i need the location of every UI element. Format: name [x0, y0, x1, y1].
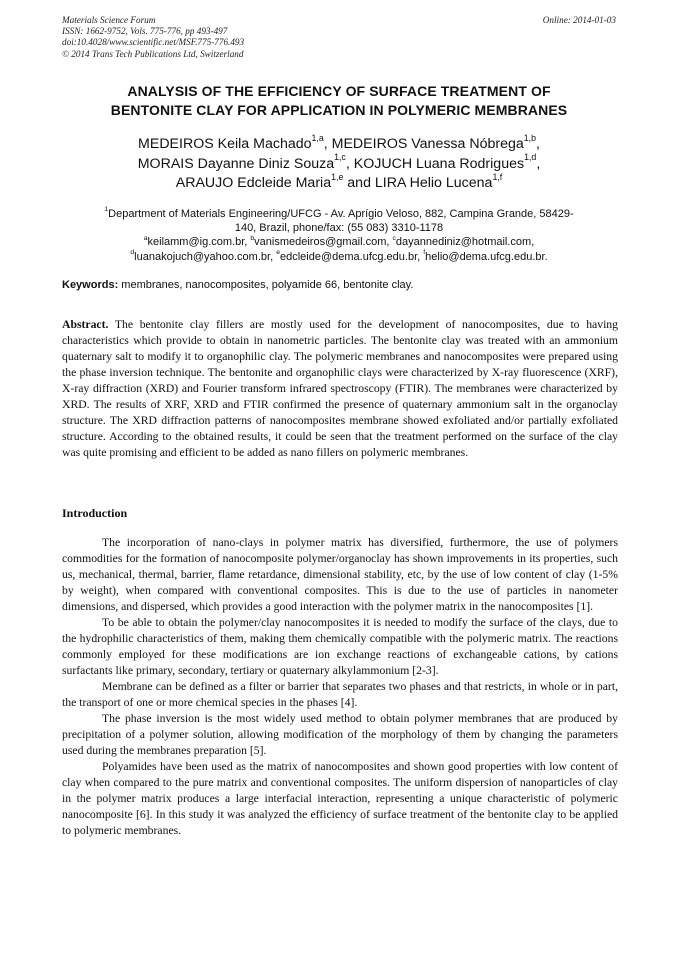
- author-line-3: [40, 171, 638, 194]
- affiliation-sup: 1: [104, 206, 109, 214]
- abstract-paragraph: [62, 317, 618, 461]
- intro-paragraph: Polyamides have been used as the matrix of nanocomposites and shown good properties with low content of clay when compared to the pure matrix and conventional composites. The uniform dispersion of nanoparticles of clay in the polymer matrix produces a large interfacial interaction, representing a unique characteristic of polymeric nanocomposite [6]. In this study it was analyzed the efficiency of surface treatment of the bentonite clay to be applied to polymeric membranes.: [62, 760, 618, 837]
- author-separator: ,: [345, 155, 354, 172]
- section-heading-introduction: Introduction: [62, 506, 128, 520]
- copyright-line: © 2014 Trans Tech Publications Ltd, Switzerland: [62, 48, 244, 59]
- intro-paragraph: The incorporation of nano-clays in polymer matrix has diversified, furthermore, the use of polymers commodities for the formation of nanocomposite polymer/organoclay has shown improvements in its properties, such us, mechanical, thermal, barrier, flame retardance, dimensional stability, etc, by the use of low content of clay (1-5% by weight), when compared with conventional composites. This is due to the use of particles in nanometer dimensions, and dispersed, which provides a good interaction with the polymer matrix in the nanocomposites [1].: [62, 536, 618, 613]
- author-name: ARAUJO Edcleide Maria: [175, 175, 332, 191]
- intro-paragraph: Membrane can be defined as a filter or barrier that separates two phases and that restricts, in whole or in part, the transport of one or more chemical species in the phases [4].: [62, 680, 618, 709]
- email-link[interactable]: dayannediniz@hotmail.com,: [395, 236, 535, 249]
- affiliation-block: [58, 207, 620, 264]
- intro-paragraph: To be able to obtain the polymer/clay nanocomposites it is needed to modify the surface of the clays, due to the hydrophilic characteristics of them, making them chemically compatible with the polymeric matrix. The reactions commonly employed for these modifications are ion exchange reactions of exchangeable cations, by cations surfactants like primary, secondary, tertiary or quaternary alkylammonium [2-3].: [62, 616, 618, 677]
- email-link[interactable]: helio@dema.ufcg.edu.br.: [425, 250, 548, 263]
- paper-title: [40, 82, 638, 120]
- author-sup: 1,a: [311, 132, 324, 143]
- title-line-2: BENTONITE CLAY FOR APPLICATION IN POLYMERIC MEMBRANES: [110, 102, 568, 118]
- email-line-2: [58, 250, 620, 264]
- email-link[interactable]: edcleide@dema.ufcg.edu.br,: [279, 250, 424, 263]
- abstract-text: The bentonite clay fillers are mostly used for the development of nanocomposites, due to having characteristics which provide to obtain in nanometric particles. The bentonite clay was treated with an ammonium quaternary salt to modify it to organophilic clay. The polymeric membranes and nanocomposites were prepared using the phase inversion technique. The bentonite and organophilic clays were characterized by X-ray fluorescence (XRF), X-ray diffraction (XRD) and Fourier transform infrared spectroscopy (FTIR). The membranes were characterized by XRD. The results of XRF, XRD and FTIR confirmed the presence of quaternary ammonium salt in the organoclay structure. The XRD diffraction patterns of nanocomposites membrane showed exfoliated and/or partially exfoliated structure. According to the obtained results, it could be seen that the treatment performed on the surface of the clay was quite promising and efficient to be added as nano fillers on polymeric membranes.: [62, 318, 618, 459]
- author-separator: and: [343, 175, 375, 191]
- author-name: MEDEIROS Vanessa Nóbrega: [331, 136, 524, 152]
- email-link[interactable]: keilamm@ig.com.br,: [147, 236, 251, 249]
- email-link[interactable]: vanismedeiros@gmail.com,: [254, 236, 393, 249]
- journal-name: Materials Science Forum: [62, 15, 156, 25]
- keywords-text: membranes, nanocomposites, polyamide 66, bentonite clay.: [118, 279, 414, 291]
- online-date: Online: 2014-01-03: [542, 15, 616, 25]
- affiliation-text: Department of Materials Engineering/UFCG - Av. Aprígio Veloso, 882, Campina Grande, 58429-: [108, 208, 574, 220]
- author-name: MEDEIROS Keila Machado: [138, 136, 312, 152]
- email-sup: f: [423, 248, 426, 256]
- email-sup: d: [130, 248, 135, 256]
- author-sup: 1,e: [331, 171, 344, 182]
- doi-line[interactable]: doi:10.4028/www.scientific.net/MSF.775-776.493: [62, 37, 245, 48]
- intro-paragraph: The phase inversion is the most widely used method to obtain polymer membranes that are produced by precipitation of a polymer solution, allowing modification of the morphology of them by changing the parameters used during the membranes preparation [5].: [62, 712, 618, 757]
- author-sup: 1,d: [524, 152, 537, 163]
- author-sup: 1,c: [334, 152, 346, 163]
- introduction-body: [62, 535, 618, 839]
- email-sup: b: [250, 234, 255, 242]
- author-separator: ,: [323, 136, 332, 152]
- author-name: LIRA Helio Lucena: [374, 175, 493, 191]
- issn-line: ISSN: 1662-9752, Vols. 775-776, pp 493-497: [62, 26, 228, 37]
- author-separator: ,: [536, 155, 541, 172]
- author-name: KOJUCH Luana Rodrigues: [353, 155, 525, 172]
- email-sup: e: [276, 248, 280, 256]
- title-line-1: ANALYSIS OF THE EFFICIENCY OF SURFACE TREATMENT OF: [127, 83, 551, 99]
- journal-header: [62, 15, 618, 60]
- email-sup: c: [392, 234, 396, 242]
- author-sup: 1,b: [523, 132, 537, 143]
- affiliation-line-1: [58, 207, 620, 221]
- email-line-1: [58, 235, 620, 249]
- keywords-line: [62, 278, 622, 292]
- author-list: [40, 132, 638, 194]
- email-sup: a: [143, 234, 148, 242]
- affiliation-line-2: 140, Brazil, phone/fax: (55 083) 3310-1178: [234, 222, 444, 235]
- author-sup: 1,f: [492, 171, 503, 182]
- keywords-label: Keywords:: [62, 279, 119, 291]
- abstract-label: Abstract.: [62, 318, 109, 331]
- email-link[interactable]: luanakojuch@yahoo.com.br,: [134, 250, 277, 263]
- author-name: MORAIS Dayanne Diniz Souza: [137, 155, 335, 172]
- author-separator: ,: [536, 136, 540, 152]
